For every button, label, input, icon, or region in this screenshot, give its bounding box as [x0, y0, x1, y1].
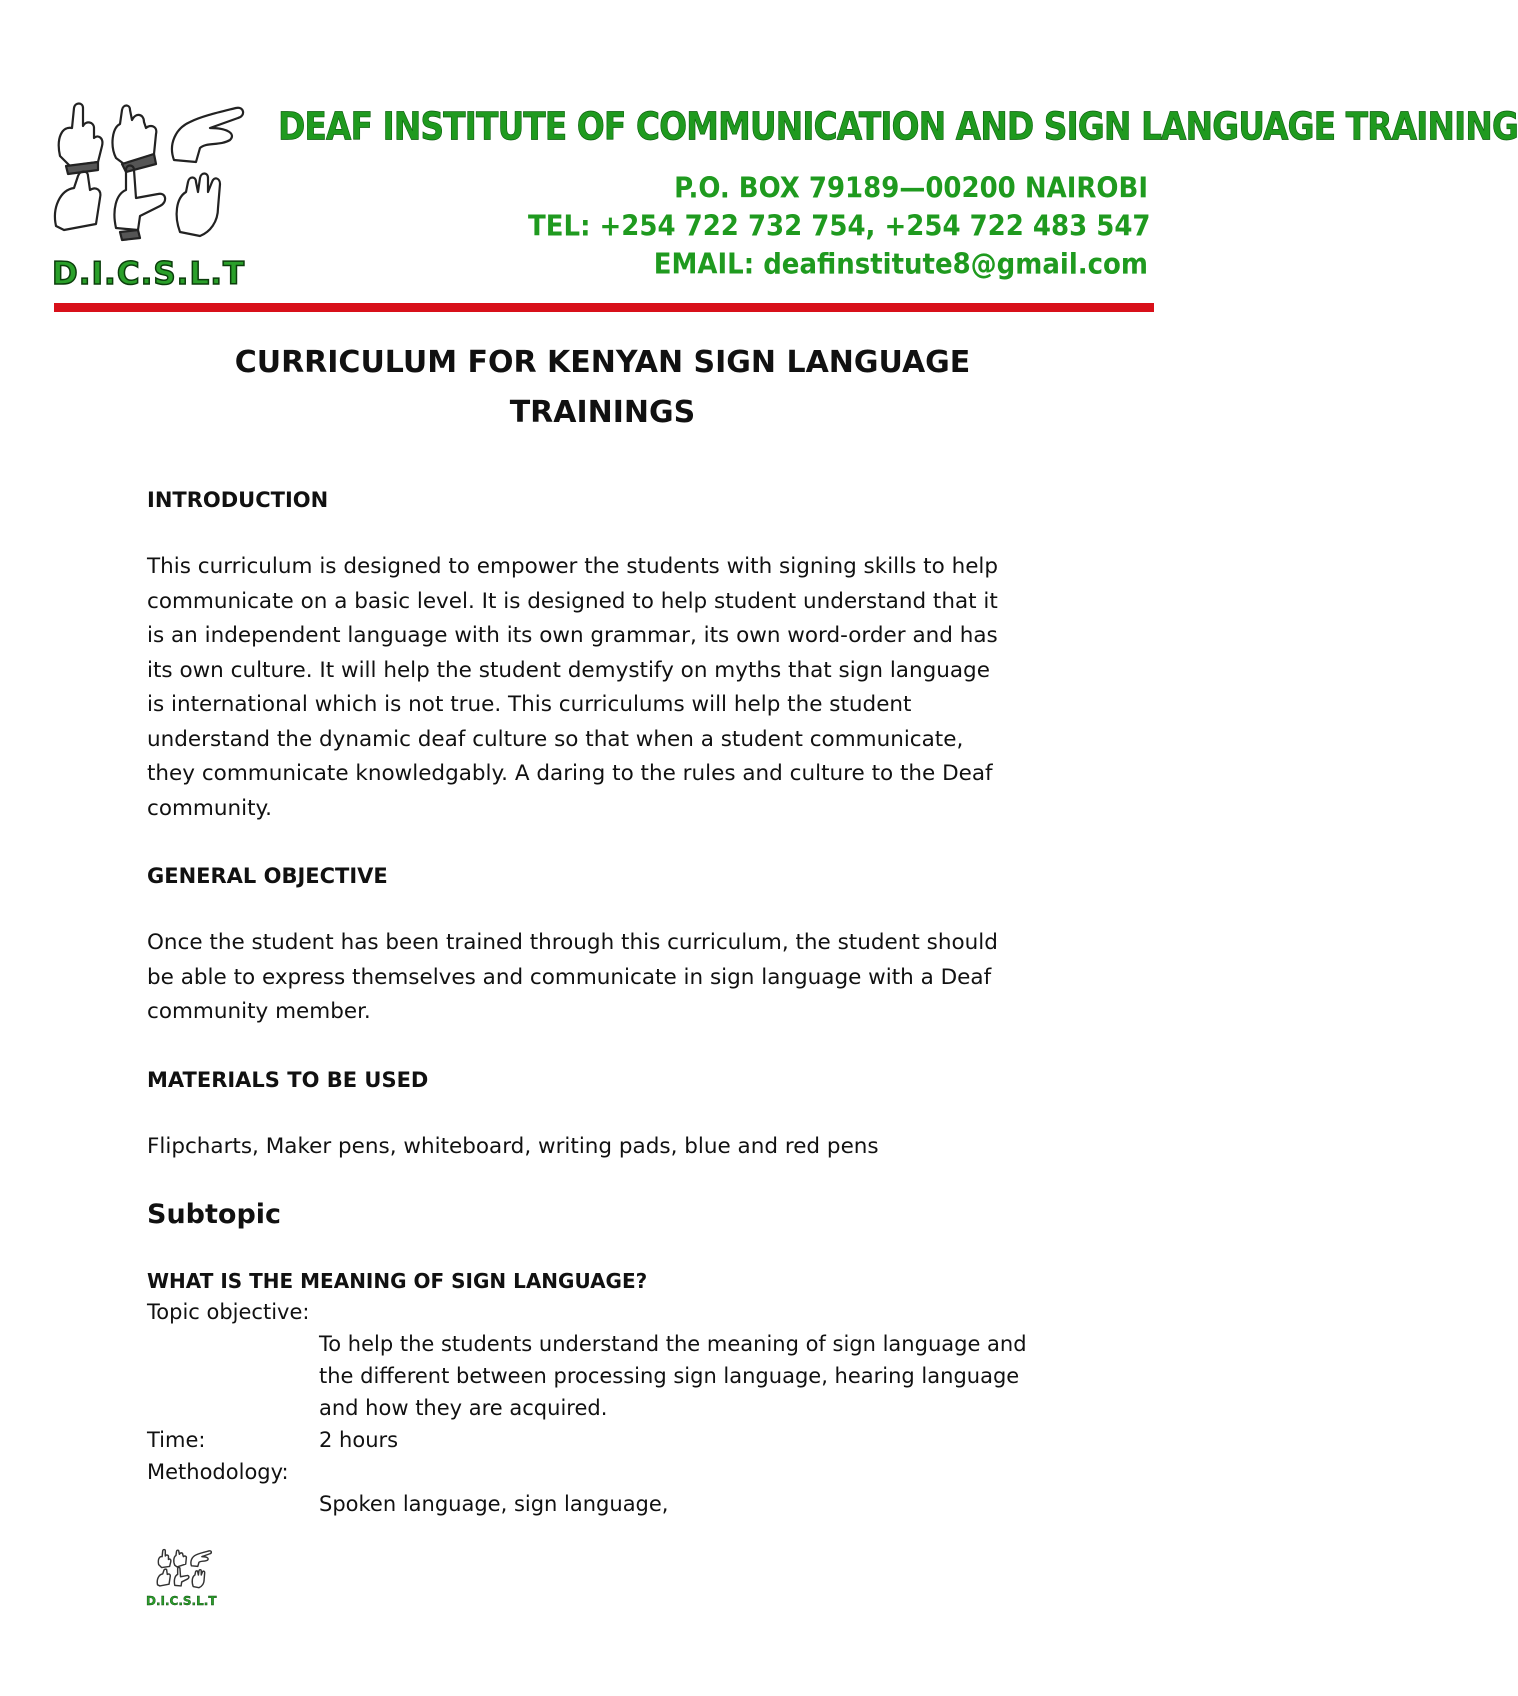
topic-objective-text: [147, 1328, 1062, 1424]
intro-line: is an independent language with its own grammar, its own word-order and has: [147, 623, 998, 648]
logo-acronym: D.I.C.S.L.T: [52, 256, 246, 292]
methodology-value: Spoken language, sign language,: [319, 1492, 669, 1516]
time-value: 2 hours: [319, 1428, 399, 1452]
topic-objective-label: Topic objective:: [147, 1300, 310, 1324]
title-line-1: CURRICULUM FOR KENYAN SIGN LANGUAGE: [234, 345, 971, 380]
intro-line: understand the dynamic deaf culture so that when a student communicate,: [147, 726, 964, 752]
time-label: Time:: [147, 1428, 206, 1452]
time-row: [147, 1424, 1062, 1456]
institute-logo: [50, 98, 260, 298]
header-divider: [54, 303, 1154, 312]
sign-language-hands-icon: [146, 1548, 226, 1594]
objective-line: community member.: [147, 999, 371, 1024]
footer-logo: [146, 1548, 226, 1608]
topic-objective-line: To help the students understand the meaning of sign language and: [319, 1332, 1027, 1356]
intro-line: its own culture. It will help the student demystify on myths that sign language: [147, 657, 990, 683]
institute-name: DEAF INSTITUTE OF COMMUNICATION AND SIGN LANGUAGE TRAINING: [278, 104, 1518, 149]
general-objective-heading: GENERAL OBJECTIVE: [147, 864, 388, 888]
document-body: [147, 485, 1062, 1520]
topic-objective-line: the different between processing sign language, hearing language: [319, 1364, 1020, 1388]
email-address[interactable]: EMAIL: deafinstitute8@gmail.com: [653, 248, 1148, 281]
subtopic-question: WHAT IS THE MEANING OF SIGN LANGUAGE?: [147, 1269, 648, 1293]
intro-line: they communicate knowledgably. A daring to the rules and culture to the Deaf: [147, 761, 993, 786]
general-objective-paragraph: [147, 926, 1062, 1030]
intro-line: This curriculum is designed to empower the students with signing skills to help: [147, 554, 999, 579]
intro-line: is international which is not true. This curriculums will help the student: [147, 692, 912, 717]
methodology-label: Methodology:: [147, 1460, 289, 1484]
topic-objective-row: [147, 1296, 1062, 1328]
objective-line: Once the student has been trained through this curriculum, the student should: [147, 930, 998, 955]
methodology-row: [147, 1456, 1062, 1488]
materials-heading: MATERIALS TO BE USED: [147, 1067, 429, 1092]
title-line-2: TRAININGS: [509, 395, 696, 430]
objective-line: be able to express themselves and communicate in sign language with a Deaf: [147, 964, 992, 990]
subtopic-heading: Subtopic: [147, 1199, 282, 1230]
footer-logo-acronym: D.I.C.S.L.T: [146, 1594, 217, 1608]
topic-objective-line: and how they are acquired.: [319, 1396, 608, 1420]
intro-line: communicate on a basic level. It is designed to help student understand that it: [147, 588, 998, 614]
materials-text: Flipcharts, Maker pens, whiteboard, writing pads, blue and red pens: [147, 1133, 879, 1159]
introduction-heading: INTRODUCTION: [147, 488, 329, 512]
telephone-numbers: TEL: +254 722 732 754, +254 722 483 547: [528, 210, 1151, 243]
document-title: [150, 338, 1055, 438]
sign-language-hands-icon: [50, 98, 260, 258]
introduction-paragraph: [147, 550, 1062, 826]
intro-line: community.: [147, 795, 273, 821]
postal-address: P.O. BOX 79189—00200 NAIROBI: [674, 172, 1148, 205]
